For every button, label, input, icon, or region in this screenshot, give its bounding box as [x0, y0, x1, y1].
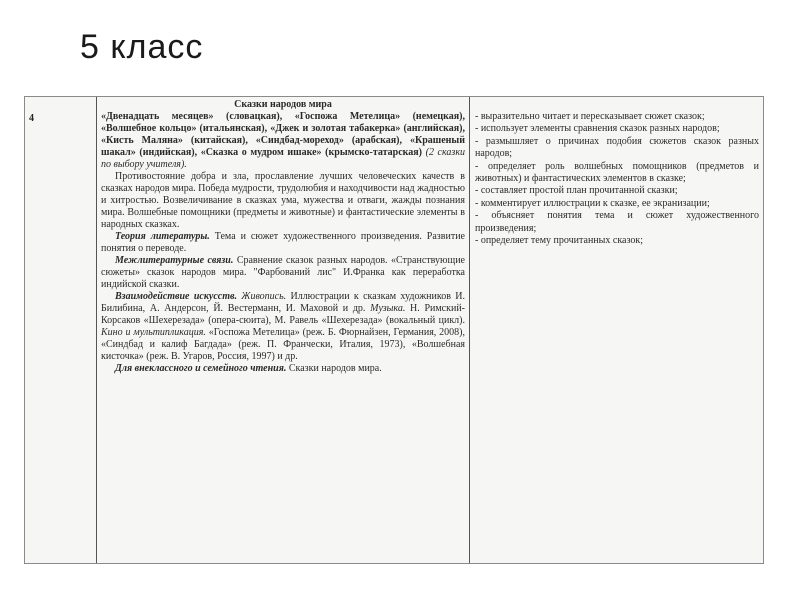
extra-reading-paragraph — [101, 363, 465, 375]
content-cell — [97, 97, 470, 563]
results-cell — [471, 97, 763, 563]
result-item: - определяет тему прочитанных сказок; — [475, 235, 643, 247]
result-item: - определяет роль волшебных помощников (предметов и животных) и фантастических элементов в сказке; — [475, 160, 759, 185]
theme-paragraph: Противостояние добра и зла, прославление лучших человеческих качеств в сказках народов мира. Победа мудрости, трудолюбия и находчивости над жадностью и хитростью. Возвеличивание в сказках ума, мужества и отваги, жажды познания мира. Волшебные помощники (предметы и животные) и фантастические элементы в народных сказках. — [101, 171, 465, 230]
theory-text: Тема и сюжет художественного произведения. Развитие понятия о переводе. — [101, 231, 465, 254]
works-note: (2 сказки по выбору учителя). — [101, 147, 465, 170]
row-number: 4 — [29, 113, 34, 124]
result-item: - размышляет о причинах подобия сюжетов сказок разных народов; — [475, 135, 759, 160]
result-item: - составляет простой план прочитанной сказки; — [475, 185, 678, 197]
arts-cinema-text: «Госпожа Метелица» (реж. Б. Фюрнайзен, Германия, 2008), «Синдбад и калиф Багдада» (реж. П. Франчески, Италия, 1973), «Волшебная кисточка» (реж. В. Угаров, Россия, 1997) и др. — [101, 327, 465, 362]
theory-label: Теория литературы. — [115, 231, 210, 242]
result-item: - комментирует иллюстрации к сказке, ее экранизации; — [475, 197, 710, 209]
works-list — [101, 111, 465, 171]
inter-literary-text: Сравнение сказок разных народов. «Странствующие сюжеты» сказок народов мира. "Фарбований лис" И.Франка как переработка индийской сказки. — [101, 255, 465, 290]
result-item: - выразительно читает и пересказывает сюжет сказок; — [475, 111, 705, 122]
arts-painting-label: Живопись. — [241, 291, 287, 302]
arts-cinema-label: Кино и мультипликация. — [101, 327, 206, 338]
row-number-cell — [25, 97, 97, 563]
arts-painting-text: Иллюстрации к сказкам художников И. Билибина, А. Андерсон, Й. Вестерманн, И. Маховой и др. — [101, 291, 465, 314]
curriculum-table — [24, 96, 764, 564]
works-text: «Двенадцать месяцев» (словацкая), «Госпожа Метелица» (немецкая), «Волшебное кольцо» (итальянская), «Джек и золотая табакерка» (английская), «Кисть Маляна» (китайская), «Синдбад-мореход» (арабская), «Крашеный шакал» (индийская), «Сказка о мудром ишаке» (крымско-татарская) — [101, 111, 465, 158]
inter-literary-label: Межлитературные связи. — [115, 255, 234, 266]
extra-reading-text: Сказки народов мира. — [286, 363, 382, 374]
arts-paragraph — [101, 291, 465, 363]
result-item: - объясняет понятия тема и сюжет художественного произведения; — [475, 210, 759, 234]
arts-label: Взаимодействие искусств. — [115, 291, 237, 302]
arts-music-text: Н. Римский-Корсаков «Шехерезада» (опера-сюита), М. Равель «Шехерезада» (вокальный цикл). — [101, 303, 466, 326]
theory-paragraph — [101, 231, 465, 255]
slide-title: 5 класс — [80, 28, 204, 66]
inter-literary-paragraph — [101, 255, 465, 291]
extra-reading-label: Для внеклассного и семейного чтения. — [115, 363, 287, 374]
arts-music-label: Музыка. — [370, 303, 406, 314]
section-title: Сказки народов мира — [234, 99, 332, 110]
result-item: - использует элементы сравнения сказок разных народов; — [475, 123, 720, 135]
